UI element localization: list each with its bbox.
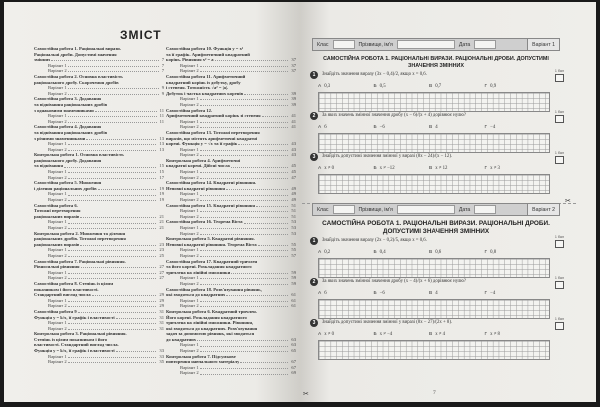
contents-entry-page: 39 bbox=[291, 90, 296, 96]
answer-option[interactable]: А 6 bbox=[318, 125, 327, 130]
answer-option[interactable]: А 6 bbox=[318, 291, 327, 296]
answer-option[interactable]: Г −4 bbox=[484, 291, 496, 296]
contents-entry-title: задач за допомогою рівнянь, які зводяться bbox=[166, 331, 255, 337]
answer-option[interactable]: Б 0,4 bbox=[373, 250, 386, 255]
contents-entry-page: 59 bbox=[291, 269, 296, 275]
score-field[interactable] bbox=[555, 322, 564, 330]
answer-option[interactable]: Г −4 bbox=[484, 125, 496, 130]
task-question: Знайдіть допустимі значення змінної у виразі (8x − 27)/(2x + 8). bbox=[322, 320, 453, 325]
contents-entry-title: Самостійна робота 3. Додавання bbox=[34, 96, 102, 102]
answer-option[interactable]: Б −6 bbox=[373, 125, 385, 130]
contents-entry-title: з однаковими знаменниками bbox=[34, 107, 94, 113]
contents-entry-title: Самостійна робота 5. Множення bbox=[34, 180, 102, 186]
contents-entry-page: 31 bbox=[159, 325, 164, 331]
contents-entry-title: Самостійна робота 7. Раціональні рівняння. bbox=[34, 258, 126, 264]
contents-entry-title: Варіант 1 bbox=[180, 364, 199, 370]
contents-entry-title: Варіант 2 bbox=[48, 146, 67, 152]
answer-option[interactable]: В 4 bbox=[429, 291, 438, 296]
contents-entry-title: Варіант 2 bbox=[180, 348, 199, 354]
contents-entry-page: 37 bbox=[291, 62, 296, 68]
contents-entry-title: Варіант 1 bbox=[180, 247, 199, 253]
contents-entry-page: 67 bbox=[291, 359, 296, 365]
contents-entry-page: 21 bbox=[159, 213, 164, 219]
score-label: 1 бал bbox=[554, 276, 564, 280]
contents-entry-page: 37 bbox=[291, 68, 296, 74]
contents-entry-title: Варіант 1 bbox=[180, 208, 199, 214]
task bbox=[310, 153, 576, 203]
contents-entry-title: Контрольна робота 7. Підсумкове bbox=[166, 353, 236, 359]
contents-entry-page: 39 bbox=[291, 101, 296, 107]
contents-entry-title: Варіант 1 bbox=[180, 62, 199, 68]
task-question: За яких значень змінної значення дробу (x − 4)/(x + 6) дорівнює нулю? bbox=[322, 279, 466, 284]
contents-entry-page: 23 bbox=[159, 247, 164, 253]
contents-entry-title: Варіант 1 bbox=[180, 96, 199, 102]
contents-entry bbox=[34, 359, 164, 365]
contents-entry-page: 51 bbox=[291, 208, 296, 214]
work-grid[interactable] bbox=[318, 299, 550, 319]
contents-entry-page: 61 bbox=[291, 303, 296, 309]
contents-entry-title: Степінь із цілим показником і його bbox=[34, 336, 108, 342]
contents-entry-page: 29 bbox=[159, 303, 164, 309]
contents-entry-title: Варіант 1 bbox=[48, 141, 67, 147]
contents-entry-page: 25 bbox=[159, 252, 164, 258]
contents-entry-page: 29 bbox=[159, 292, 164, 298]
score-label: 1 бал bbox=[554, 110, 564, 114]
answer-option[interactable]: Б 0,5 bbox=[373, 84, 386, 89]
contents-entry-title: і ділення раціональних дробів bbox=[34, 185, 97, 191]
task-question: Знайдіть значення виразу (2x − 0,2)/5, якщо x = 0,6. bbox=[322, 238, 427, 243]
score-field[interactable] bbox=[555, 156, 564, 164]
task-number: 2 bbox=[310, 278, 318, 286]
contents-entry-title: Стандартний вигляд числа bbox=[34, 292, 91, 298]
contents-entry-title: Варіант 1 bbox=[48, 191, 67, 197]
contents-entry-title: Контрольна робота 5. Квадратні рівняння. bbox=[166, 236, 255, 242]
answer-option[interactable]: Г 0,9 bbox=[484, 84, 497, 89]
contents-entry-title: які зводяться до квадратних bbox=[166, 292, 226, 298]
contents-entry-title: Неповні квадратні рівняння bbox=[166, 185, 226, 191]
work-grid[interactable] bbox=[318, 92, 550, 112]
contents-entry-title: Самостійна робота 17. Квадратний тричлен bbox=[166, 258, 258, 264]
contents-entry-title: Варіант 2 bbox=[48, 325, 67, 331]
answer-option[interactable]: Г x ≠ 3 bbox=[484, 166, 500, 171]
contents-entry-title: змінних bbox=[34, 57, 51, 63]
contents-entry-title: та її графік. Арифметичний квадратний bbox=[166, 51, 250, 57]
contents-entry-title: Варіант 2 bbox=[48, 359, 67, 365]
contents-entry-title: Варіант 2 bbox=[48, 68, 67, 74]
answer-option[interactable]: В 0,7 bbox=[429, 84, 442, 89]
date-field[interactable] bbox=[474, 205, 496, 214]
contents-entry-page: 7 bbox=[161, 57, 164, 63]
contents-entry-title: Самостійна робота 8. Степінь із цілим bbox=[34, 280, 114, 286]
scissors-icon: ✂ bbox=[565, 197, 571, 205]
contents-entry-page: 13 bbox=[159, 141, 164, 147]
contents-entry-page: 7 bbox=[161, 68, 164, 74]
contents-entry-title: Варіант 2 bbox=[48, 303, 67, 309]
page-number: 7 bbox=[433, 390, 436, 396]
date-label: Дата bbox=[458, 41, 471, 48]
score-box bbox=[555, 110, 564, 123]
contents-entry-page: 33 bbox=[159, 348, 164, 354]
contents-entry-page: 23 bbox=[159, 241, 164, 247]
contents-entry-page: 19 bbox=[159, 191, 164, 197]
contents-entry-title: Самостійна робота 12. bbox=[166, 107, 213, 113]
contents-column-2 bbox=[166, 46, 296, 376]
contents-entry-page: 31 bbox=[159, 308, 164, 314]
answer-option[interactable]: Б x ≠ −4 bbox=[373, 332, 393, 337]
contents-entry-title: Варіант 1 bbox=[180, 342, 199, 348]
contents-entry-title: Варіант 2 bbox=[48, 197, 67, 203]
work-grid[interactable] bbox=[318, 133, 550, 153]
score-field[interactable] bbox=[555, 115, 564, 123]
contents-entry-page: 59 bbox=[291, 280, 296, 286]
contents-entry-title: та його корені. Розкладання квадратного bbox=[166, 264, 252, 270]
answer-option[interactable]: Б −6 bbox=[373, 291, 385, 296]
contents-entry-page: 47 bbox=[291, 174, 296, 180]
contents-entry-page: 45 bbox=[291, 169, 296, 175]
contents-entry-title: Варіант 1 bbox=[48, 219, 67, 225]
contents-entry-title: Варіант 2 bbox=[180, 197, 199, 203]
answer-options bbox=[318, 289, 540, 298]
name-field[interactable] bbox=[397, 205, 455, 214]
contents-entry-title: Варіант 1 bbox=[48, 113, 67, 119]
contents-entry-title: Варіант 2 bbox=[180, 124, 199, 130]
contents-entry-page: 11 bbox=[159, 107, 164, 113]
contents-entry-title: Варіант 2 bbox=[180, 303, 199, 309]
contents-entry-page: 49 bbox=[291, 185, 296, 191]
contents-entry-page: 31 bbox=[159, 314, 164, 320]
contents-entry-title: Самостійна робота 6. bbox=[34, 202, 78, 208]
task-question: Знайдіть допустимі значення змінної у виразі (8x − 24)/(x − 12). bbox=[322, 154, 453, 159]
contents-entry-title: Варіант 2 bbox=[180, 370, 199, 376]
contents-entry-page: 61 bbox=[291, 292, 296, 298]
contents-entry-page: 39 bbox=[291, 96, 296, 102]
score-field[interactable] bbox=[555, 74, 564, 82]
contents-entry-page: 45 bbox=[291, 163, 296, 169]
contents-entry-page: 53 bbox=[291, 225, 296, 230]
contents-entry-page: 9 bbox=[161, 85, 164, 91]
answer-option[interactable]: Г x ≠ 8 bbox=[484, 332, 500, 337]
contents-entry-title: Варіант 1 bbox=[180, 225, 199, 230]
contents-entry-page: 15 bbox=[159, 163, 164, 169]
contents-entry-title: Варіант 2 bbox=[180, 213, 199, 219]
answer-options bbox=[318, 330, 540, 339]
contents-entry-page: 51 bbox=[291, 202, 296, 208]
contents-entry-title: Варіант 2 bbox=[180, 252, 199, 258]
contents-entry-title: Варіант 2 bbox=[48, 225, 67, 230]
contents-entry bbox=[166, 370, 296, 376]
contents-entry-title: які зводяться до квадратних. Розв'язування bbox=[166, 325, 258, 331]
contents-entry-title: Варіант 1 bbox=[48, 62, 67, 68]
task-question: За яких значень змінної значення дробу (x − 6)/(x + 4) дорівнює нулю? bbox=[322, 113, 466, 118]
answer-options bbox=[318, 164, 540, 173]
contents-entry-title: Самостійна робота 18. Розв'язування рівнянь, bbox=[166, 286, 262, 292]
contents-entry-title: тричлена на лінійні множники. Рівняння, bbox=[166, 320, 254, 326]
contents-entry-title: Варіант 1 bbox=[48, 353, 67, 359]
contents-entry-page: 11 bbox=[159, 113, 164, 119]
contents-entry-title: Самостійна робота 11. Арифметичний bbox=[166, 73, 246, 79]
contents-title: ЗМІСТ bbox=[120, 28, 162, 42]
score-label: 1 бал bbox=[554, 235, 564, 239]
contents-entry-page: 15 bbox=[159, 169, 164, 175]
contents-entry-title: Варіант 2 bbox=[180, 174, 199, 180]
contents-entry-title: Варіант 1 bbox=[48, 247, 67, 253]
work-grid[interactable] bbox=[318, 174, 550, 194]
contents-entry-page: 41 bbox=[291, 113, 296, 119]
date-field[interactable] bbox=[474, 40, 496, 49]
contents-entry-title: Варіант 1 bbox=[180, 169, 199, 175]
contents-entry-title: Варіант 2 bbox=[48, 275, 67, 281]
score-field[interactable] bbox=[555, 240, 564, 248]
contents-entry-title: Варіант 2 bbox=[180, 68, 199, 74]
contents-entry-title: Неповні квадратні рівняння. Теорема Вієта bbox=[166, 241, 257, 247]
contents-entry-title: Варіант 1 bbox=[180, 146, 199, 152]
contents-entry-page: 21 bbox=[159, 219, 164, 225]
answer-option[interactable]: В x ≠ 4 bbox=[429, 332, 446, 337]
contents-entry-title: квадратні корені. Дійсні числа bbox=[166, 163, 230, 169]
contents-entry-title: та віднімання раціональних дробів bbox=[34, 129, 108, 135]
contents-entry-page: 13 bbox=[159, 146, 164, 152]
contents-entry-page: 63 bbox=[291, 336, 296, 342]
variant-1-label: Варіант 1 bbox=[527, 39, 559, 50]
contents-entry-title: Контрольна робота 4. Арифметичні bbox=[166, 157, 241, 163]
contents-entry-page: 43 bbox=[291, 152, 296, 158]
contents-entry-title: раціонального дробу. Додавання bbox=[34, 157, 102, 163]
contents-entry-page: 35 bbox=[159, 359, 164, 365]
contents-entry-page: 9 bbox=[161, 90, 164, 96]
name-label: Прізвище, ім'я bbox=[358, 206, 393, 213]
contents-entry-title: корені. Функція y = √x та її графік bbox=[166, 141, 238, 147]
score-box bbox=[555, 235, 564, 248]
contents-entry-title: Функція y = k/x, її графік і властивості bbox=[34, 314, 115, 320]
contents-entry-title: Контрольна робота 1. Основна властивість bbox=[34, 152, 124, 158]
contents-entry-title: Його корені. Розкладання квадратного bbox=[166, 314, 247, 320]
contents-entry-title: Варіант 2 bbox=[180, 152, 199, 158]
section-title-variant-2: САМОСТІЙНА РОБОТА 1. РАЦІОНАЛЬНІ ВИРАЗИ. РАЦІОНАЛЬНІ ДРОБИ. ДОПУСТИМІ ЗНАЧЕННЯ ЗМІННИХ bbox=[322, 220, 550, 235]
contents-entry-title: квадратний корінь із добутку, дробу bbox=[166, 79, 241, 85]
contents-entry-page: 11 bbox=[159, 118, 164, 124]
contents-entry-title: Арифметичний квадратний корінь зі степеня bbox=[166, 113, 261, 119]
task bbox=[310, 319, 576, 369]
contents-entry-title: Самостійна робота 2. Основна властивість bbox=[34, 73, 123, 79]
contents-entry-page: 29 bbox=[159, 297, 164, 303]
contents-entry-title: Варіант 1 bbox=[48, 320, 67, 326]
class-field[interactable] bbox=[333, 40, 355, 49]
name-field[interactable] bbox=[397, 40, 455, 49]
contents-entry-title: Варіант 2 bbox=[48, 90, 67, 96]
contents-entry-page: 43 bbox=[291, 146, 296, 152]
student-header-variant-1 bbox=[312, 38, 560, 51]
answer-option[interactable]: А x ≠ 0 bbox=[318, 166, 335, 171]
contents-entry-page: 7 bbox=[161, 62, 164, 68]
answer-options bbox=[318, 248, 540, 257]
score-label: 1 бал bbox=[554, 151, 564, 155]
contents-entry-title: раціональних виразів bbox=[34, 241, 80, 247]
contents-entry-page: 37 bbox=[291, 57, 296, 63]
score-box bbox=[555, 69, 564, 82]
contents-entry-title: та віднімання раціональних дробів bbox=[34, 101, 108, 107]
score-label: 1 бал bbox=[554, 69, 564, 73]
answer-option[interactable]: В x ≠ 12 bbox=[429, 166, 448, 171]
answer-option[interactable]: А 0,2 bbox=[318, 250, 331, 255]
contents-entry-title: Варіант 1 bbox=[180, 275, 199, 281]
contents-entry-page: 31 bbox=[159, 320, 164, 326]
contents-entry-title: показником і його властивості. bbox=[34, 286, 99, 292]
contents-entry-title: Контрольна робота 2. Множення та ділення bbox=[34, 230, 126, 236]
task-number: 3 bbox=[310, 319, 318, 327]
contents-entry-title: та віднімання bbox=[34, 163, 63, 169]
class-field[interactable] bbox=[333, 205, 355, 214]
scissors-icon: ✂ bbox=[303, 390, 309, 398]
name-label: Прізвище, ім'я bbox=[358, 41, 393, 48]
contents-entry-page: 49 bbox=[291, 197, 296, 203]
contents-entry-page: 53 bbox=[291, 230, 296, 236]
contents-entry-title: Добуток і частка квадратних коренів bbox=[166, 90, 244, 96]
contents-entry-title: Варіант 2 bbox=[48, 174, 67, 180]
contents-entry-title: корінь. Рівняння x² = a bbox=[166, 57, 214, 63]
contents-entry-title: Рівносильні рівняння bbox=[34, 264, 80, 270]
answer-options bbox=[318, 82, 540, 91]
contents-entry-title: Самостійна робота 16. Теорема Вієта bbox=[166, 219, 243, 225]
task-number: 1 bbox=[310, 237, 318, 245]
contents-entry-title: Варіант 2 bbox=[180, 230, 199, 236]
contents-entry-page: 53 bbox=[291, 219, 296, 225]
contents-entry-page: 55 bbox=[291, 247, 296, 253]
contents-entry-page: 55 bbox=[291, 241, 296, 247]
score-box bbox=[555, 317, 564, 330]
contents-entry-page: 65 bbox=[291, 348, 296, 354]
contents-entry-title: Контрольна робота 3. Раціональні рівняння. bbox=[34, 331, 127, 337]
answer-options bbox=[318, 123, 540, 132]
contents-entry-title: Самостійна робота 9 bbox=[34, 308, 77, 314]
contents-entry-page: 67 bbox=[291, 364, 296, 370]
contents-entry-title: властивості. Стандартний вигляд числа. bbox=[34, 342, 119, 348]
variant-2-label: Варіант 2 bbox=[527, 204, 559, 215]
contents-entry-page: 63 bbox=[291, 342, 296, 348]
contents-entry-page: 51 bbox=[291, 213, 296, 219]
answer-option[interactable]: В 0,6 bbox=[429, 250, 442, 255]
contents-entry-page: 17 bbox=[159, 174, 164, 180]
date-label: Дата bbox=[458, 206, 471, 213]
answer-option[interactable]: А 0,3 bbox=[318, 84, 331, 89]
contents-entry-page: 41 bbox=[291, 124, 296, 130]
contents-entry-title: Самостійна робота 4. Додавання bbox=[34, 124, 102, 130]
task-number: 1 bbox=[310, 71, 318, 79]
student-header-variant-2 bbox=[312, 203, 560, 216]
contents-entry-title: Варіант 2 bbox=[180, 280, 199, 286]
contents-entry-title: раціонального дробу. Скорочення дробів bbox=[34, 79, 119, 85]
contents-entry-page: 27 bbox=[159, 269, 164, 275]
task-question: Знайдіть значення виразу (3x − 0,4)/2, якщо x = 0,6. bbox=[322, 72, 427, 77]
contents-entry-title: Варіант 1 bbox=[180, 191, 199, 197]
contents-entry-title: Варіант 1 bbox=[48, 297, 67, 303]
contents-entry-page: 21 bbox=[159, 225, 164, 230]
contents-entry-title: виразів, що містять арифметичні квадратні bbox=[166, 135, 258, 141]
contents-entry-title: з різними знаменниками bbox=[34, 135, 86, 141]
score-field[interactable] bbox=[555, 281, 564, 289]
contents-entry-title: Функція y = k/x, її графік і властивості bbox=[34, 348, 115, 354]
contents-entry-page: 69 bbox=[291, 370, 296, 376]
contents-entry-page: 33 bbox=[159, 353, 164, 359]
answer-option[interactable]: Б x ≠ −12 bbox=[373, 166, 395, 171]
contents-entry-page: 61 bbox=[291, 297, 296, 303]
contents-entry-title: Варіант 1 bbox=[180, 118, 199, 124]
contents-entry-page: 59 bbox=[291, 275, 296, 281]
score-label: 1 бал bbox=[554, 317, 564, 321]
contents-entry-title: Варіант 1 bbox=[48, 85, 67, 91]
contents-entry-title: Варіант 2 bbox=[180, 101, 199, 107]
contents-entry-page: 41 bbox=[291, 118, 296, 124]
contents-entry-title: Самостійна робота 10. Функція y = x² bbox=[166, 46, 244, 51]
contents-entry-page: 27 bbox=[159, 275, 164, 281]
contents-entry-title: Раціональні дроби. Допустимі значення bbox=[34, 51, 117, 57]
score-box bbox=[555, 276, 564, 289]
contents-entry-title: раціональних дробів. Тотожні перетворення bbox=[34, 236, 126, 242]
answer-option[interactable]: Г 0,8 bbox=[484, 250, 497, 255]
contents-entry-title: Тотожні перетворення bbox=[34, 208, 81, 214]
contents-entry-title: Самостійна робота 13. Тотожні перетворення bbox=[166, 129, 260, 135]
contents-entry-title: повторення навчального матеріалу bbox=[166, 359, 240, 365]
contents-entry-title: Варіант 1 bbox=[48, 269, 67, 275]
contents-entry-title: і степеня. Тотожність √a² = |a|. bbox=[166, 85, 229, 91]
contents-entry-title: тричлена на лінійні множники bbox=[166, 269, 231, 275]
contents-entry-title: Варіант 2 bbox=[48, 252, 67, 258]
answer-option[interactable]: А x ≠ 0 bbox=[318, 332, 335, 337]
task-number: 3 bbox=[310, 153, 318, 161]
contents-entry-title: Самостійна робота 15. Квадратні рівняння bbox=[166, 202, 255, 208]
contents-entry-title: Самостійна робота 1. Раціональні вирази. bbox=[34, 46, 121, 51]
contents-entry-title: Контрольна робота 6. Квадратний тричлен. bbox=[166, 308, 257, 314]
answer-option[interactable]: В 4 bbox=[429, 125, 438, 130]
class-label: Клас bbox=[317, 206, 329, 213]
score-box bbox=[555, 151, 564, 164]
contents-entry-page: 27 bbox=[159, 264, 164, 270]
contents-entry-page: 49 bbox=[291, 191, 296, 197]
contents-entry-page: 43 bbox=[291, 141, 296, 147]
contents-entry-title: раціональних виразів bbox=[34, 213, 80, 219]
work-grid[interactable] bbox=[318, 340, 550, 360]
contents-entry-page: 19 bbox=[159, 197, 164, 203]
contents-entry-title: Варіант 1 bbox=[180, 297, 199, 303]
task-number: 2 bbox=[310, 112, 318, 120]
contents-entry-title: до квадратних bbox=[166, 336, 197, 342]
contents-entry-page: 57 bbox=[291, 252, 296, 258]
contents-column-1 bbox=[34, 46, 164, 365]
contents-entry-page: 19 bbox=[159, 185, 164, 191]
contents-entry-title: Самостійна робота 14. Квадратні рівняння. bbox=[166, 180, 257, 186]
section-title-variant-1: САМОСТІЙНА РОБОТА 1. РАЦІОНАЛЬНІ ВИРАЗИ. РАЦІОНАЛЬНІ ДРОБИ. ДОПУСТИМІ ЗНАЧЕННЯ ЗМІННИХ bbox=[323, 56, 549, 69]
work-grid[interactable] bbox=[318, 258, 550, 278]
contents-entry-title: Варіант 1 bbox=[48, 169, 67, 175]
contents-entry-title: Варіант 2 bbox=[48, 118, 67, 124]
contents-entry-page: 13 bbox=[159, 135, 164, 141]
class-label: Клас bbox=[317, 41, 329, 48]
